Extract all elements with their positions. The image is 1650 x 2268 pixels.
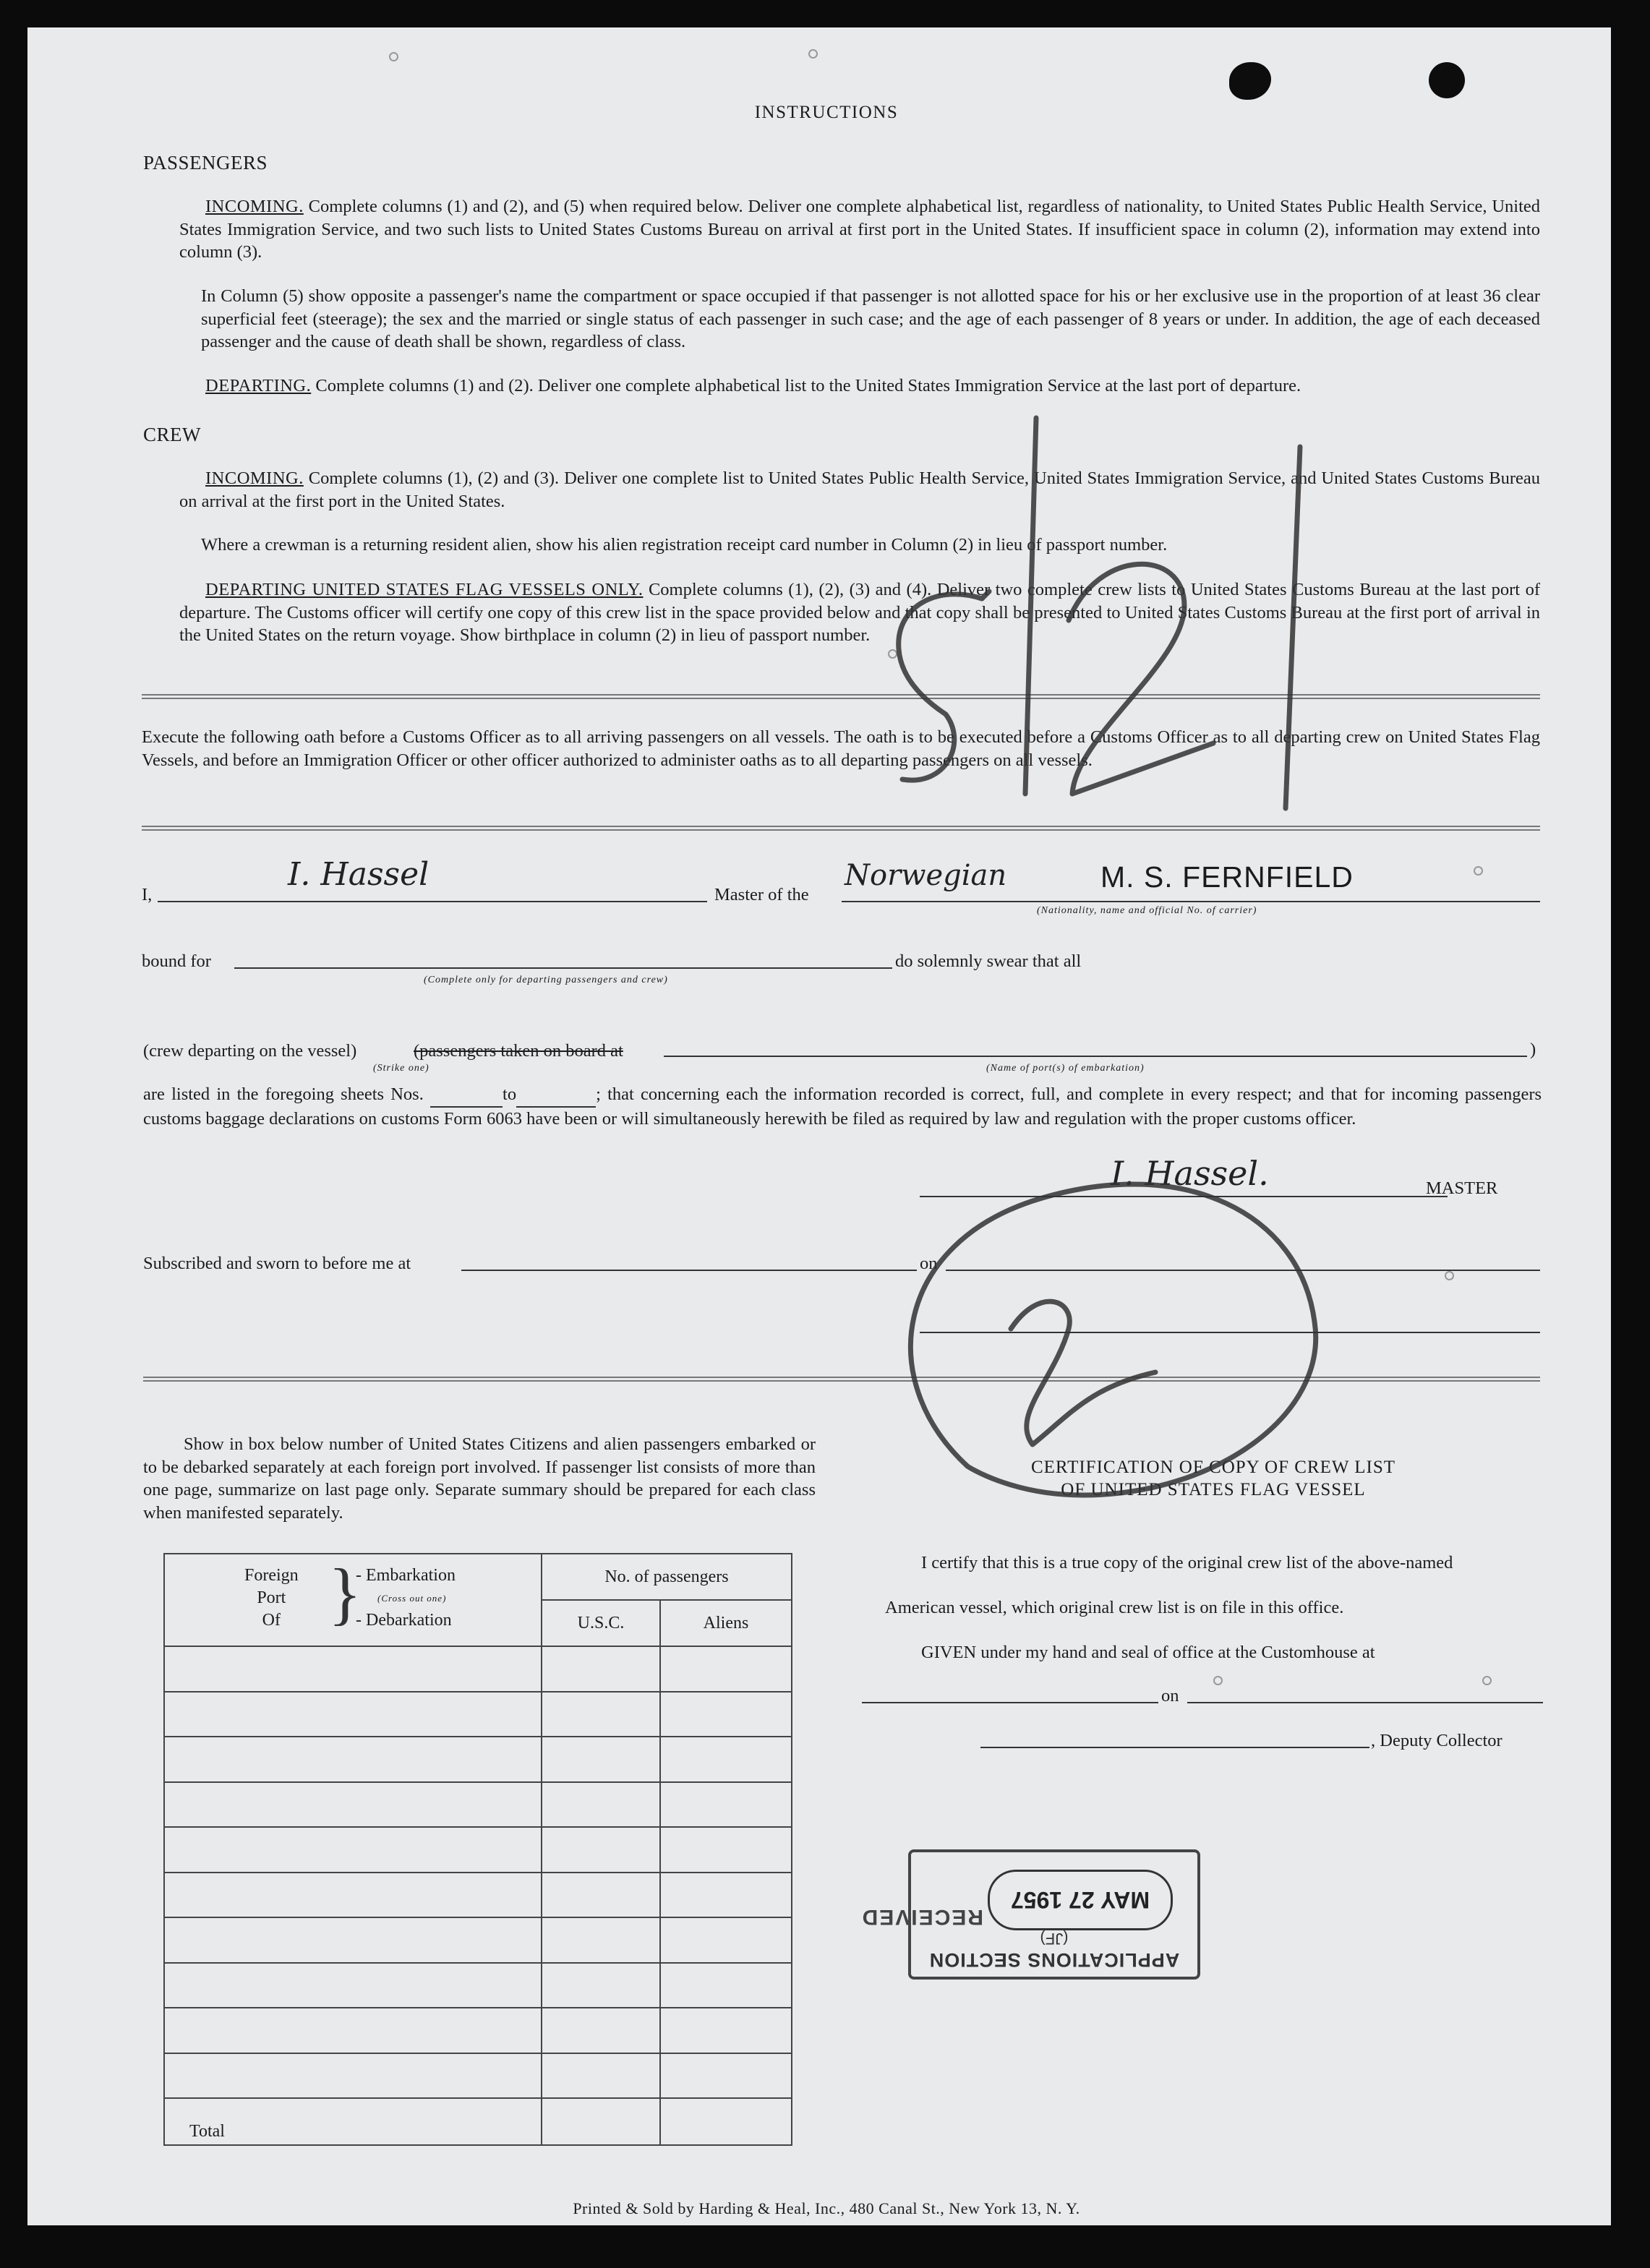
oath-i-label: I, xyxy=(142,885,153,904)
master-signature: I. Hassel. xyxy=(1111,1154,1269,1193)
folio-5-top-stroke xyxy=(982,591,989,599)
listed-text-a: are listed in the foregoing sheets Nos. xyxy=(143,1084,424,1104)
total-label: Total xyxy=(164,2098,542,2145)
bound-for-label: bound for xyxy=(142,951,211,971)
passengers-column5: In Column (5) show opposite a passenger's name the compartment or space occupied if that passenger is not allotted space for his or her exclusive use in the proportion of at least 36 clear superficial feet (steerage); the sex and the married or single status of each passenger in such case; and the age of each passenger of 8 years or under. In addition, the age of each deceased passenger and the cause of death shall be shown, regardless of class. xyxy=(201,286,1540,351)
stamp-date: MAY 27 1957 xyxy=(988,1870,1173,1930)
certification-on-label: on xyxy=(1161,1686,1179,1706)
vessel-caption: (Nationality, name and official No. of carrier) xyxy=(1037,905,1257,916)
crew-departing-option: (crew departing on the vessel) xyxy=(143,1041,357,1061)
stamp-code: (JF) xyxy=(1040,1930,1069,1948)
certification-title-line1: CERTIFICATION OF COPY OF CREW LIST xyxy=(1030,1458,1396,1477)
strike-caption: (Strike one) xyxy=(373,1063,429,1074)
listed-text-b: ; that concerning each the information recorded is correct, full, and complete in every respect; and that for incoming passengers customs baggage declarations on customs Form 6063 have been or will simultaneously herewith be filed as required by law and regulation with the proper customs officer. xyxy=(143,1084,1542,1129)
brace-symbol: } xyxy=(328,1554,362,1632)
stamp-section: APPLICATIONS SECTION xyxy=(928,1949,1180,1971)
debarkation-label: - Debarkation xyxy=(356,1611,452,1630)
swear-text: do solemnly swear that all xyxy=(895,951,1082,971)
deputy-collector-label: , Deputy Collector xyxy=(1371,1731,1502,1750)
ports-caption: (Name of port(s) of embarkation) xyxy=(986,1063,1145,1074)
ports-close-paren: ) xyxy=(1530,1040,1536,1059)
certify-line1: I certify that this is a true copy of the original crew list of the above-named xyxy=(921,1553,1453,1572)
folio-1-stroke xyxy=(1286,447,1300,808)
listed-to: to xyxy=(503,1084,517,1104)
port-label: Port xyxy=(257,1588,286,1607)
passengers-count-header: No. of passengers xyxy=(542,1554,792,1600)
given-text: GIVEN under my hand and seal of office at the Customhouse at xyxy=(921,1643,1375,1662)
vessel-name-typed: M. S. FERNFIELD xyxy=(1100,860,1354,894)
passengers-heading: PASSENGERS xyxy=(143,152,268,174)
embarkation-label: - Embarkation xyxy=(356,1566,456,1585)
passengers-option-struck: (passengers taken on board at xyxy=(414,1041,623,1061)
folio-5-stroke xyxy=(899,594,982,780)
passengers-departing-text: Complete columns (1) and (2). Deliver one complete alphabetical list to the United States Immigration Service at the last port of departure. xyxy=(315,376,1301,395)
document-page xyxy=(27,27,1611,2225)
bound-for-caption: (Complete only for departing passengers and crew) xyxy=(424,975,668,985)
printer-footer: Printed & Sold by Harding & Heal, Inc., 480 Canal St., New York 13, N. Y. xyxy=(573,2199,1080,2217)
master-of-label: Master of the xyxy=(714,885,809,904)
crew-heading: CREW xyxy=(143,424,201,445)
subscribed-label: Subscribed and sworn to before me at xyxy=(143,1254,411,1273)
oath-intro: Execute the following oath before a Customs Officer as to all arriving passengers on all vessels. The oath is to be executed before a Customs Officer as to all departing crew on United States Flag Vessels, and before an Immigration Officer or other officer authorized to administer oaths as to all departing passengers on all vessels. xyxy=(142,727,1540,770)
stamp-received: RECEIVED xyxy=(860,1905,983,1929)
vessel-nationality-handwritten: Norwegian xyxy=(845,859,1007,892)
usc-header: U.S.C. xyxy=(542,1600,660,1646)
passengers-departing-label: DEPARTING. xyxy=(205,376,312,395)
page-title: INSTRUCTIONS xyxy=(754,103,899,122)
aliens-header: Aliens xyxy=(660,1600,792,1646)
pencil-annotations xyxy=(27,27,1611,2225)
certify-line2: American vessel, which original crew list is on file in this office. xyxy=(885,1598,1344,1617)
circled-2-stroke xyxy=(1011,1301,1155,1445)
summary-instructions: Show in box below number of United States Citizens and alien passengers embarked or to be debarked separately at each foreign port involved. If passenger list consists of more than one page, summarize on last page only. Separate summary should be prepared for each class when manifested separately. xyxy=(143,1434,816,1523)
passengers-incoming-label: INCOMING. xyxy=(205,197,304,216)
subscribed-on-label: on xyxy=(920,1254,938,1273)
foreign-label: Foreign xyxy=(244,1566,299,1585)
master-label: MASTER xyxy=(1426,1178,1498,1198)
crew-incoming-label: INCOMING. xyxy=(205,468,304,488)
folio-2-stroke xyxy=(1069,564,1213,794)
crew-departing-label: DEPARTING UNITED STATES FLAG VESSELS ONLY. xyxy=(205,580,644,599)
crew-departing-text: Complete columns (1), (2), (3) and (4). Deliver two complete crew lists to United States Customs Bureau at the last port of departure. The Customs officer will certify one copy of this crew list in the space provided below and that copy shall be presented to United States Customs Bureau at the first port of arrival in the United States on the return voyage. Show birthplace in column (2) in lieu of passport number. xyxy=(179,580,1540,645)
of-label: Of xyxy=(262,1611,281,1630)
crew-incoming-text: Complete columns (1), (2) and (3). Deliver one complete list to United States Public Health Service, United States Immigration Service, and United States Customs Bureau on arrival at the first port in the United States. xyxy=(179,468,1540,511)
master-name-handwritten: I. Hassel xyxy=(288,856,429,893)
passengers-incoming-text: Complete columns (1) and (2), and (5) when required below. Deliver one complete alphabetical list, regardless of nationality, to United States Public Health Service, United States Immigration Service, and two such lists to United States Customs Bureau on arrival at first port in the United States. If insufficient space in column (2), information may extend into column (3). xyxy=(179,197,1541,262)
crew-resident: Where a crewman is a returning resident alien, show his alien registration receipt card number in Column (2) in lieu of passport number. xyxy=(201,535,1168,555)
certification-title-line2: OF UNITED STATES FLAG VESSEL xyxy=(1061,1480,1366,1499)
circle-stroke xyxy=(910,1184,1315,1495)
folio-slash-stroke xyxy=(1025,418,1036,794)
cross-out-caption: (Cross out one) xyxy=(377,1593,447,1604)
